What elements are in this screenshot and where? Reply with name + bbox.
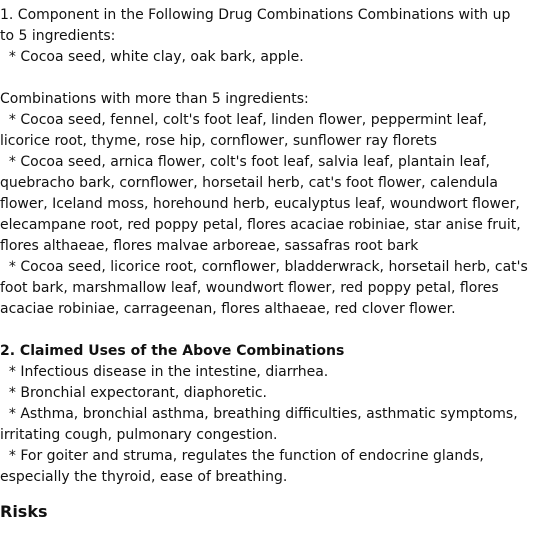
text-line: flores althaeae, flores malvae arboreae, sassafras root bark xyxy=(0,238,419,254)
section-heading: 2. Claimed Uses of the Above Combinations xyxy=(0,343,345,359)
text-line: irritating cough, pulmonary congestion. xyxy=(0,427,278,443)
text-line: acaciae robiniae, carrageenan, flores althaeae, red clover flower. xyxy=(0,301,456,317)
section-component-heading xyxy=(0,5,536,68)
text-line: 1. Component in the Following Drug Combinations Combinations with up xyxy=(0,7,511,23)
combination-item: * Cocoa seed, white clay, oak bark, apple. xyxy=(0,49,304,65)
spacer xyxy=(0,68,536,89)
document-body xyxy=(0,5,536,522)
text-line: * Cocoa seed, fennel, colt's foot leaf, linden flower, peppermint leaf, xyxy=(0,112,487,128)
text-line: especially the thyroid, ease of breathing. xyxy=(0,469,288,485)
text-line: * Bronchial expectorant, diaphoretic. xyxy=(0,385,267,401)
text-line: * Asthma, bronchial asthma, breathing difficulties, asthmatic symptoms, xyxy=(0,406,518,422)
text-line: flower, Iceland moss, horehound herb, eucalyptus leaf, woundwort flower, xyxy=(0,196,520,212)
section-more-than-five xyxy=(0,89,536,320)
section-claimed-uses xyxy=(0,341,536,488)
text-line: * Infectious disease in the intestine, diarrhea. xyxy=(0,364,329,380)
text-line: quebracho bark, cornflower, horsetail herb, cat's foot flower, calendula xyxy=(0,175,498,191)
spacer xyxy=(0,320,536,341)
text-line: licorice root, thyme, rose hip, cornflower, sunflower ray florets xyxy=(0,133,437,149)
text-line: elecampane root, red poppy petal, flores acaciae robiniae, star anise fruit, xyxy=(0,217,521,233)
section-heading: Combinations with more than 5 ingredients: xyxy=(0,91,309,107)
text-line: to 5 ingredients: xyxy=(0,28,116,44)
text-line: foot bark, marshmallow leaf, woundwort flower, red poppy petal, flores xyxy=(0,280,499,296)
risks-heading: Risks xyxy=(0,502,48,521)
text-line: * Cocoa seed, arnica flower, colt's foot leaf, salvia leaf, plantain leaf, xyxy=(0,154,490,170)
text-line: * Cocoa seed, licorice root, cornflower, bladderwrack, horsetail herb, cat's xyxy=(0,259,528,275)
text-line: * For goiter and struma, regulates the function of endocrine glands, xyxy=(0,448,484,464)
